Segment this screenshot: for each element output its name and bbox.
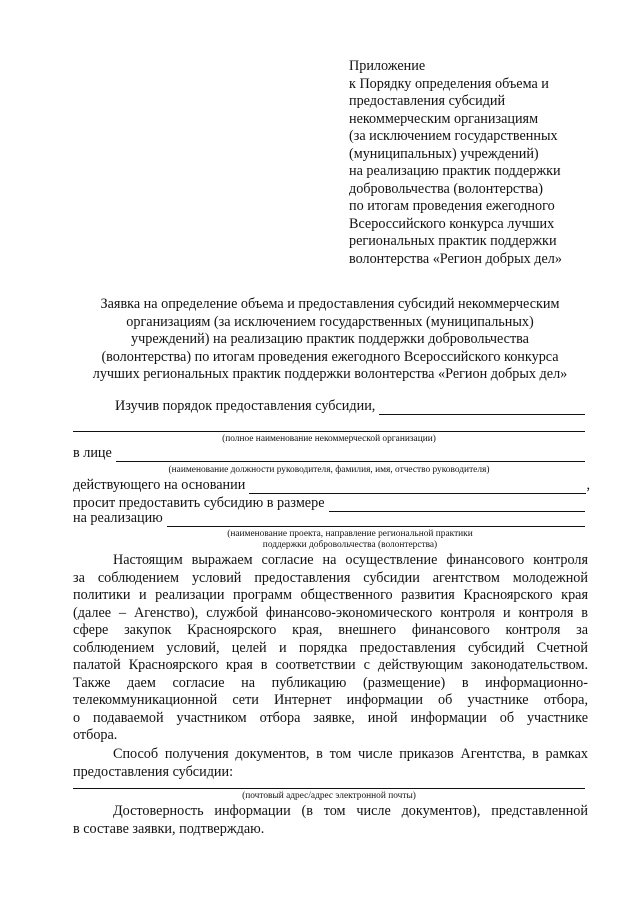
title-line: учреждений) на реализацию практик поддержки добровольчества: [131, 331, 529, 347]
for-label: на реализацию: [73, 510, 163, 526]
project-hint-1: (наименование проекта, направление региональной практики: [227, 529, 473, 539]
appendix-line: к Порядку определения объема и: [349, 75, 549, 92]
acting-label: действующего на основании: [73, 477, 246, 493]
studied-label: Изучив порядок предоставления субсидии,: [115, 398, 376, 414]
consent-line: политики и реализации программ общественного развития Красноярского края: [73, 587, 588, 603]
org-name-blank-2[interactable]: [73, 431, 585, 432]
head-name-blank[interactable]: [116, 447, 585, 462]
title-line: организациям (за исключением государственных (муниципальных): [126, 313, 534, 330]
appendix-line: добровольчества (волонтерства): [349, 180, 543, 197]
appendix-line: некоммерческим организациям: [349, 110, 539, 127]
studied-row: [115, 398, 585, 415]
address-blank[interactable]: [73, 788, 585, 789]
method-paragraph: [73, 746, 588, 781]
org-name-blank[interactable]: [379, 400, 585, 415]
appendix-line: по итогам проведения ежегодного: [349, 198, 555, 214]
consent-paragraph: [73, 552, 588, 745]
head-name-hint: (наименование должности руководителя, фамилия, имя, отчество руководителя): [168, 465, 490, 475]
request-label: просит предоставить субсидию в размере: [73, 495, 325, 511]
basis-blank[interactable]: [249, 479, 586, 494]
method-line: Способ получения документов, в том числе приказов Агентства, в рамках: [113, 746, 588, 762]
reliability-line: Достоверность информации (в том числе документов), представленной: [113, 803, 588, 819]
appendix-line: волонтерства «Регион добрых дел»: [349, 250, 562, 267]
acting-row: [73, 477, 590, 494]
document-title: [60, 296, 600, 384]
title-line: лучших региональных практик поддержки волонтерства «Регион добрых дел»: [92, 366, 568, 382]
consent-line: Также даем согласие на публикацию (размещение) в информационно-: [73, 674, 588, 691]
title-line: Заявка на определение объема и предоставления субсидий некоммерческим: [100, 296, 560, 312]
appendix-line: Приложение: [349, 58, 426, 74]
reliability-line: в составе заявки, подтверждаю.: [73, 820, 265, 837]
appendix-line: региональных практик поддержки: [349, 233, 557, 249]
consent-line: телекоммуникационной сети Интернет информации об участнике отбора,: [73, 692, 588, 708]
consent-line: палатой Красноярского края в соответствии с действующим законодательством.: [73, 657, 588, 673]
appendix-line: Всероссийского конкурса лучших: [349, 215, 555, 232]
appendix-line: на реализацию практик поддержки: [349, 163, 561, 179]
consent-line: Настоящим выражаем согласие на осуществление финансового контроля: [113, 552, 588, 568]
in-person-label: в лице: [73, 445, 112, 461]
consent-line: соблюдением условий, целей и порядка предоставления субсидий Счетной: [73, 639, 588, 656]
method-line: предоставления субсидии:: [73, 763, 234, 780]
org-name-hint: (полное наименование некоммерческой организации): [222, 434, 436, 444]
consent-line: за соблюдением условий предоставления субсидии агентством молодежной: [73, 569, 588, 586]
title-line: (волонтерства) по итогам проведения ежегодного Всероссийского конкурса: [101, 348, 559, 365]
acting-comma: ,: [586, 477, 590, 493]
consent-line: отбора.: [73, 727, 118, 743]
appendix-line: (за исключением государственных: [349, 128, 558, 144]
reliability-paragraph: [73, 803, 588, 838]
project-blank[interactable]: [167, 512, 585, 527]
in-person-row: [73, 445, 585, 462]
project-hint-2: поддержки добровольчества (волонтерства): [262, 540, 438, 550]
consent-line: о подаваемой участником отбора заявке, иной информации об участнике: [73, 709, 588, 726]
for-row: [73, 510, 585, 527]
consent-line: сфере закупок Красноярского края, внешнего финансового контроля за: [73, 622, 588, 638]
appendix-header: [349, 58, 609, 268]
address-hint: (почтовый адрес/адрес электронной почты): [242, 791, 416, 801]
appendix-line: (муниципальных) учреждений): [349, 145, 539, 162]
consent-line: (далее – Агенство), службой финансово-экономического контроля и контроля в: [73, 604, 588, 621]
appendix-line: предоставления субсидий: [349, 93, 506, 109]
